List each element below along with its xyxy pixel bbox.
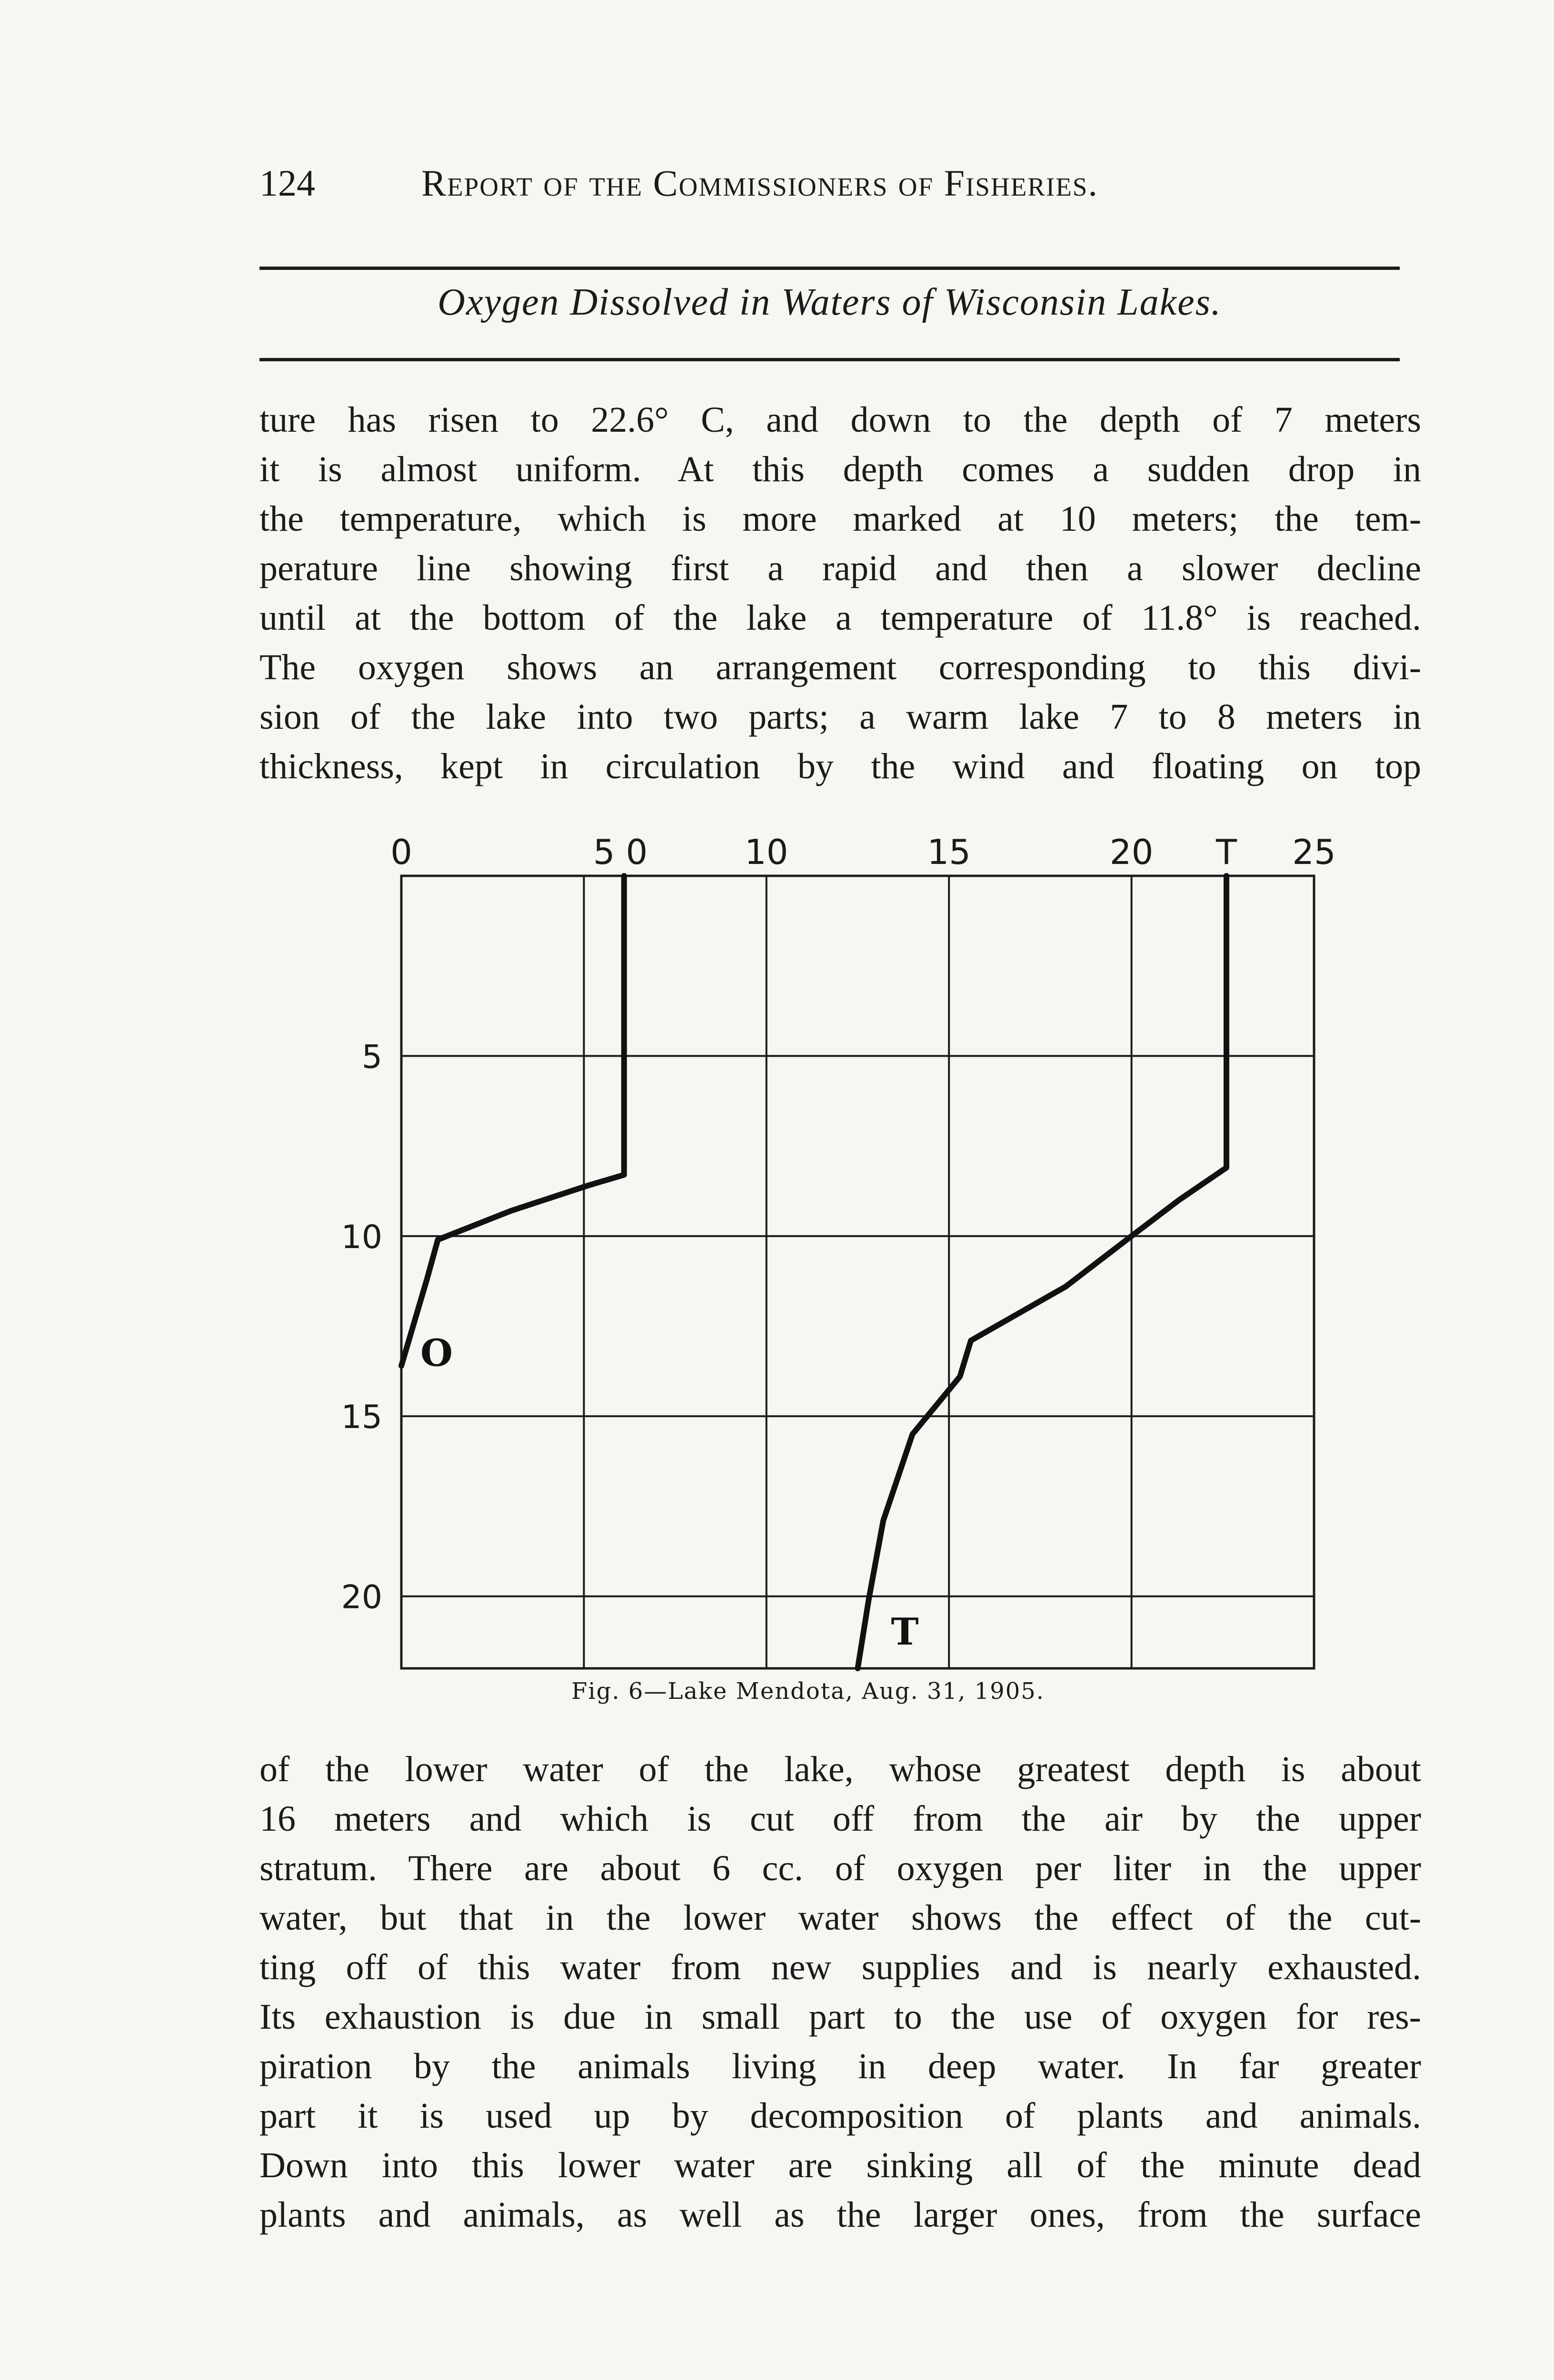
text-line: Down into this lower water are sinking all of the minute dead (259, 2145, 1421, 2185)
header-rule-top (259, 267, 1400, 270)
section-title: Oxygen Dissolved in Waters of Wisconsin Lakes. (438, 281, 1222, 323)
top-tick-label: 10 (744, 832, 788, 872)
left-tick-label: 10 (341, 1218, 382, 1256)
text-line: ture has risen to 22.6° C, and down to the depth of 7 meters (259, 400, 1421, 440)
plot-frame (401, 876, 1314, 1668)
left-tick-label: 5 (361, 1038, 382, 1076)
running-head: Report of the Commissioners of Fisheries. (421, 162, 1098, 204)
text-line: ting off of this water from new supplies and is nearly exhausted. (259, 1947, 1421, 1987)
text-line: plants and animals, as well as the larger ones, from the surface (259, 2195, 1421, 2235)
page-number: 124 (259, 162, 315, 204)
text-line: stratum. There are about 6 cc. of oxygen per liter in the upper (259, 1848, 1421, 1888)
top-tick-label: 15 (927, 832, 971, 872)
text-line: Its exhaustion is due in small part to the use of oxygen for res- (259, 1997, 1421, 2037)
text-line: water, but that in the lower water shows the effect of the cut- (259, 1898, 1421, 1938)
text-line: 16 meters and which is cut off from the air by the upper (259, 1799, 1421, 1839)
text-line: perature line showing first a rapid and then a slower decline (259, 548, 1421, 588)
text-line: thickness, kept in circulation by the wind and floating on top (259, 746, 1421, 786)
chart (333, 819, 1357, 1685)
top-tick-label: 20 (1109, 832, 1154, 872)
text-line: piration by the animals living in deep water. In far greater (259, 2046, 1421, 2086)
top-tick-label: 5 0 (593, 832, 648, 872)
left-tick-label: 15 (341, 1398, 382, 1437)
series-line-t (858, 876, 1226, 1668)
text-line: The oxygen shows an arrangement corresponding to this divi- (259, 647, 1421, 687)
text-line: until at the bottom of the lake a temperature of 11.8° is reached. (259, 598, 1421, 638)
series-line-o (401, 876, 624, 1366)
figure-lake-mendota (333, 819, 1357, 1723)
text-line: it is almost uniform. At this depth comes a sudden drop in (259, 449, 1421, 489)
text-line: sion of the lake into two parts; a warm lake 7 to 8 meters in (259, 697, 1421, 737)
figure-caption: Fig. 6—Lake Mendota, Aug. 31, 1905. (571, 1678, 1045, 1705)
left-tick-label: 20 (341, 1578, 382, 1616)
text-line: the temperature, which is more marked at 10 meters; the tem- (259, 499, 1421, 539)
header-rule-bottom (259, 358, 1400, 361)
paragraph-bottom (259, 1745, 1421, 2240)
text-line: part it is used up by decomposition of plants and animals. (259, 2096, 1421, 2136)
top-tick-label: 0 (390, 832, 412, 872)
series-label-o: O (420, 1331, 453, 1375)
text-line: of the lower water of the lake, whose greatest depth is about (259, 1749, 1421, 1789)
top-tick-label: T (1215, 832, 1237, 872)
series-label-t: T (891, 1610, 919, 1654)
page-header (259, 162, 1402, 209)
top-tick-label: 25 (1292, 832, 1336, 872)
paragraph-top (259, 395, 1421, 791)
